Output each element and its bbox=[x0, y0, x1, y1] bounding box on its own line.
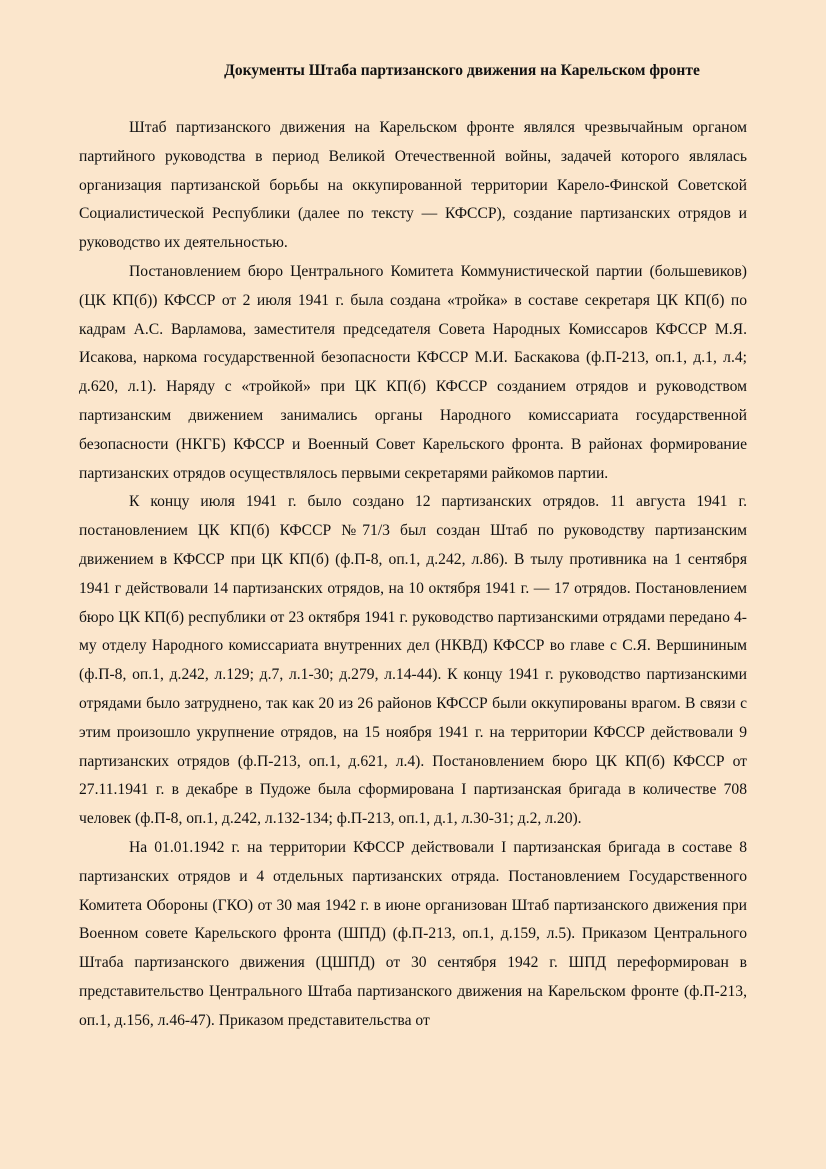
document-title: Документы Штаба партизанского движения на Карельском фронте bbox=[224, 62, 700, 79]
paragraph: К концу июля 1941 г. было создано 12 партизанских отрядов. 11 августа 1941 г. постановлением ЦК КП(б) КФССР №71/3 был создан Штаб по руководству партизанским движением в КФССР при ЦК КП(б) (ф.П-8, оп.1, д.242, л.86). В тылу противника на 1 сентября 1941 г действовали 14 партизанских отрядов, на 10 октября 1941 г. — 17 отрядов. Постановлением бюро ЦК КП(б) республики от 23 октября 1941 г. руководство партизанскими отрядами передано 4-му отделу Народного комиссариата внутренних дел (НКВД) КФССР во главе с С.Я. Вершининым (ф.П-8, оп.1, д.242, л.129; д.7, л.1-30; д.279, л.14-44). К концу 1941 г. руководство партизанскими отрядами было затруднено, так как 20 из 26 районов КФССР были оккупированы врагом. В связи с этим произошло укрупнение отрядов, на 15 ноября 1941 г. на территории КФССР действовали 9 партизанских отрядов (ф.П-213, оп.1, д.621, л.4). Постановлением бюро ЦК КП(б) КФССР от 27.11.1941 г. в декабре в Пудоже была сформирована I партизанская бригада в количестве 708 человек (ф.П-8, оп.1, д.242, л.132-134; ф.П-213, оп.1, д.1, л.30-31; д.2, л.20). bbox=[79, 493, 747, 828]
paragraph: Штаб партизанского движения на Карельском фронте являлся чрезвычайным органом партийного руководства в период Великой Отечественной войны, задачей которого являлась организация партизанской борьбы на оккупированной территории Карело-Финской Советской Социалистической Республики (далее по тексту — КФССР), создание партизанских отрядов и руководство их деятельностью. bbox=[79, 119, 747, 252]
document-body bbox=[79, 114, 747, 1036]
paragraph: На 01.01.1942 г. на территории КФССР действовали I партизанская бригада в составе 8 партизанских отрядов и 4 отдельных партизанских отряда. Постановлением Государственного Комитета Обороны (ГКО) от 30 мая 1942 г. в июне организован Штаб партизанского движения при Военном совете Карельского фронта (ШПД) (ф.П-213, оп.1, д.159, л.5). Приказом Центрального Штаба партизанского движения (ЦШПД) от 30 сентября 1942 г. ШПД переформирован в представительство Центрального Штаба партизанского движения на Карельском фронте (ф.П-213, оп.1, д.156, л.46-47). Приказом представительства от bbox=[79, 838, 747, 1029]
paragraph: Постановлением бюро Центрального Комитета Коммунистической партии (большевиков) (ЦК КП(б)) КФССР от 2 июля 1941 г. была создана «тройка» в составе секретаря ЦК КП(б) по кадрам А.С. Варламова, заместителя председателя Совета Народных Комиссаров КФССР М.Я. Исакова, наркома государственной безопасности КФССР М.И. Баскакова (ф.П-213, оп.1, д.1, л.4; д.620, л.1). Наряду с «тройкой» при ЦК КП(б) КФССР созданием отрядов и руководством партизанским движением занимались органы Народного комиссариата государственной безопасности (НКГБ) КФССР и Военный Совет Карельского фронта. В районах формирование партизанских отрядов осуществлялось первыми секретарями райкомов партии. bbox=[79, 262, 747, 482]
